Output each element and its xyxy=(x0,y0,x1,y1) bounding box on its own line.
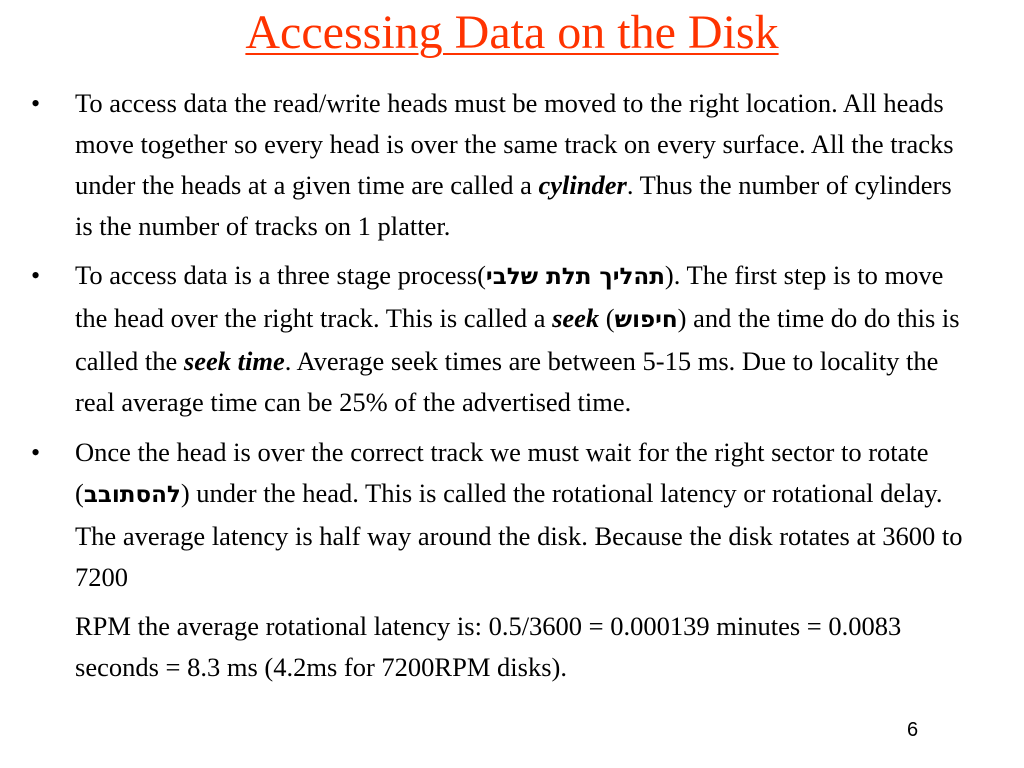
text-segment: ). The first step is to move the head over the right track. This is called a xyxy=(75,260,944,333)
bullet-text xyxy=(75,83,975,247)
bullet-marker: • xyxy=(31,438,41,467)
text-segment: ( xyxy=(599,303,615,333)
bullet-text xyxy=(75,432,975,688)
hebrew-term: להסתובב xyxy=(83,482,181,508)
term-cylinder: cylinder xyxy=(538,170,627,200)
text-segment: To access data the read/write heads must be moved to the right location. All heads move together so every head is over the same track on every surface. All the tracks under the heads at a given time are called a xyxy=(75,88,954,200)
bullet-text xyxy=(75,255,975,423)
bullet-list xyxy=(0,83,1024,688)
bullet-marker: • xyxy=(31,261,41,290)
text-segment: . Thus the number of cylinders is the number of tracks on 1 platter. xyxy=(75,170,952,241)
slide-title: Accessing Data on the Disk xyxy=(245,6,779,59)
term-seek: seek xyxy=(552,303,600,333)
text-segment: . Average seek times are between 5-15 ms. Due to locality the real average time can be 25% of the advertised time. xyxy=(75,346,939,417)
text-segment: ) and the time do do this is called the xyxy=(75,303,960,376)
bullet-item-latency xyxy=(0,432,1024,688)
hebrew-term: חיפוש xyxy=(614,307,678,333)
text-segment: RPM the average rotational latency is: 0.5/3600 = 0.000139 minutes = 0.0083 seconds = 8.3 ms (4.2ms for 7200RPM disks). xyxy=(75,611,902,682)
bullet-item-cylinder xyxy=(0,83,1024,247)
term-seek-time: seek time xyxy=(183,346,285,376)
bullet-item-seek xyxy=(0,255,1024,423)
text-segment: Once the head is over the correct track we must wait for the right sector to rotate ( xyxy=(75,437,929,508)
page-number: 6 xyxy=(907,719,919,741)
bullet-marker: • xyxy=(31,89,41,118)
text-segment: ) under the head. This is called the rotational latency or rotational delay. The average latency is half way around the disk. Because the disk rotates at 3600 to 7200 xyxy=(75,478,963,592)
hebrew-term: תהליך תלת שלבי xyxy=(485,264,665,290)
text-segment: To access data is a three stage process( xyxy=(75,260,486,290)
